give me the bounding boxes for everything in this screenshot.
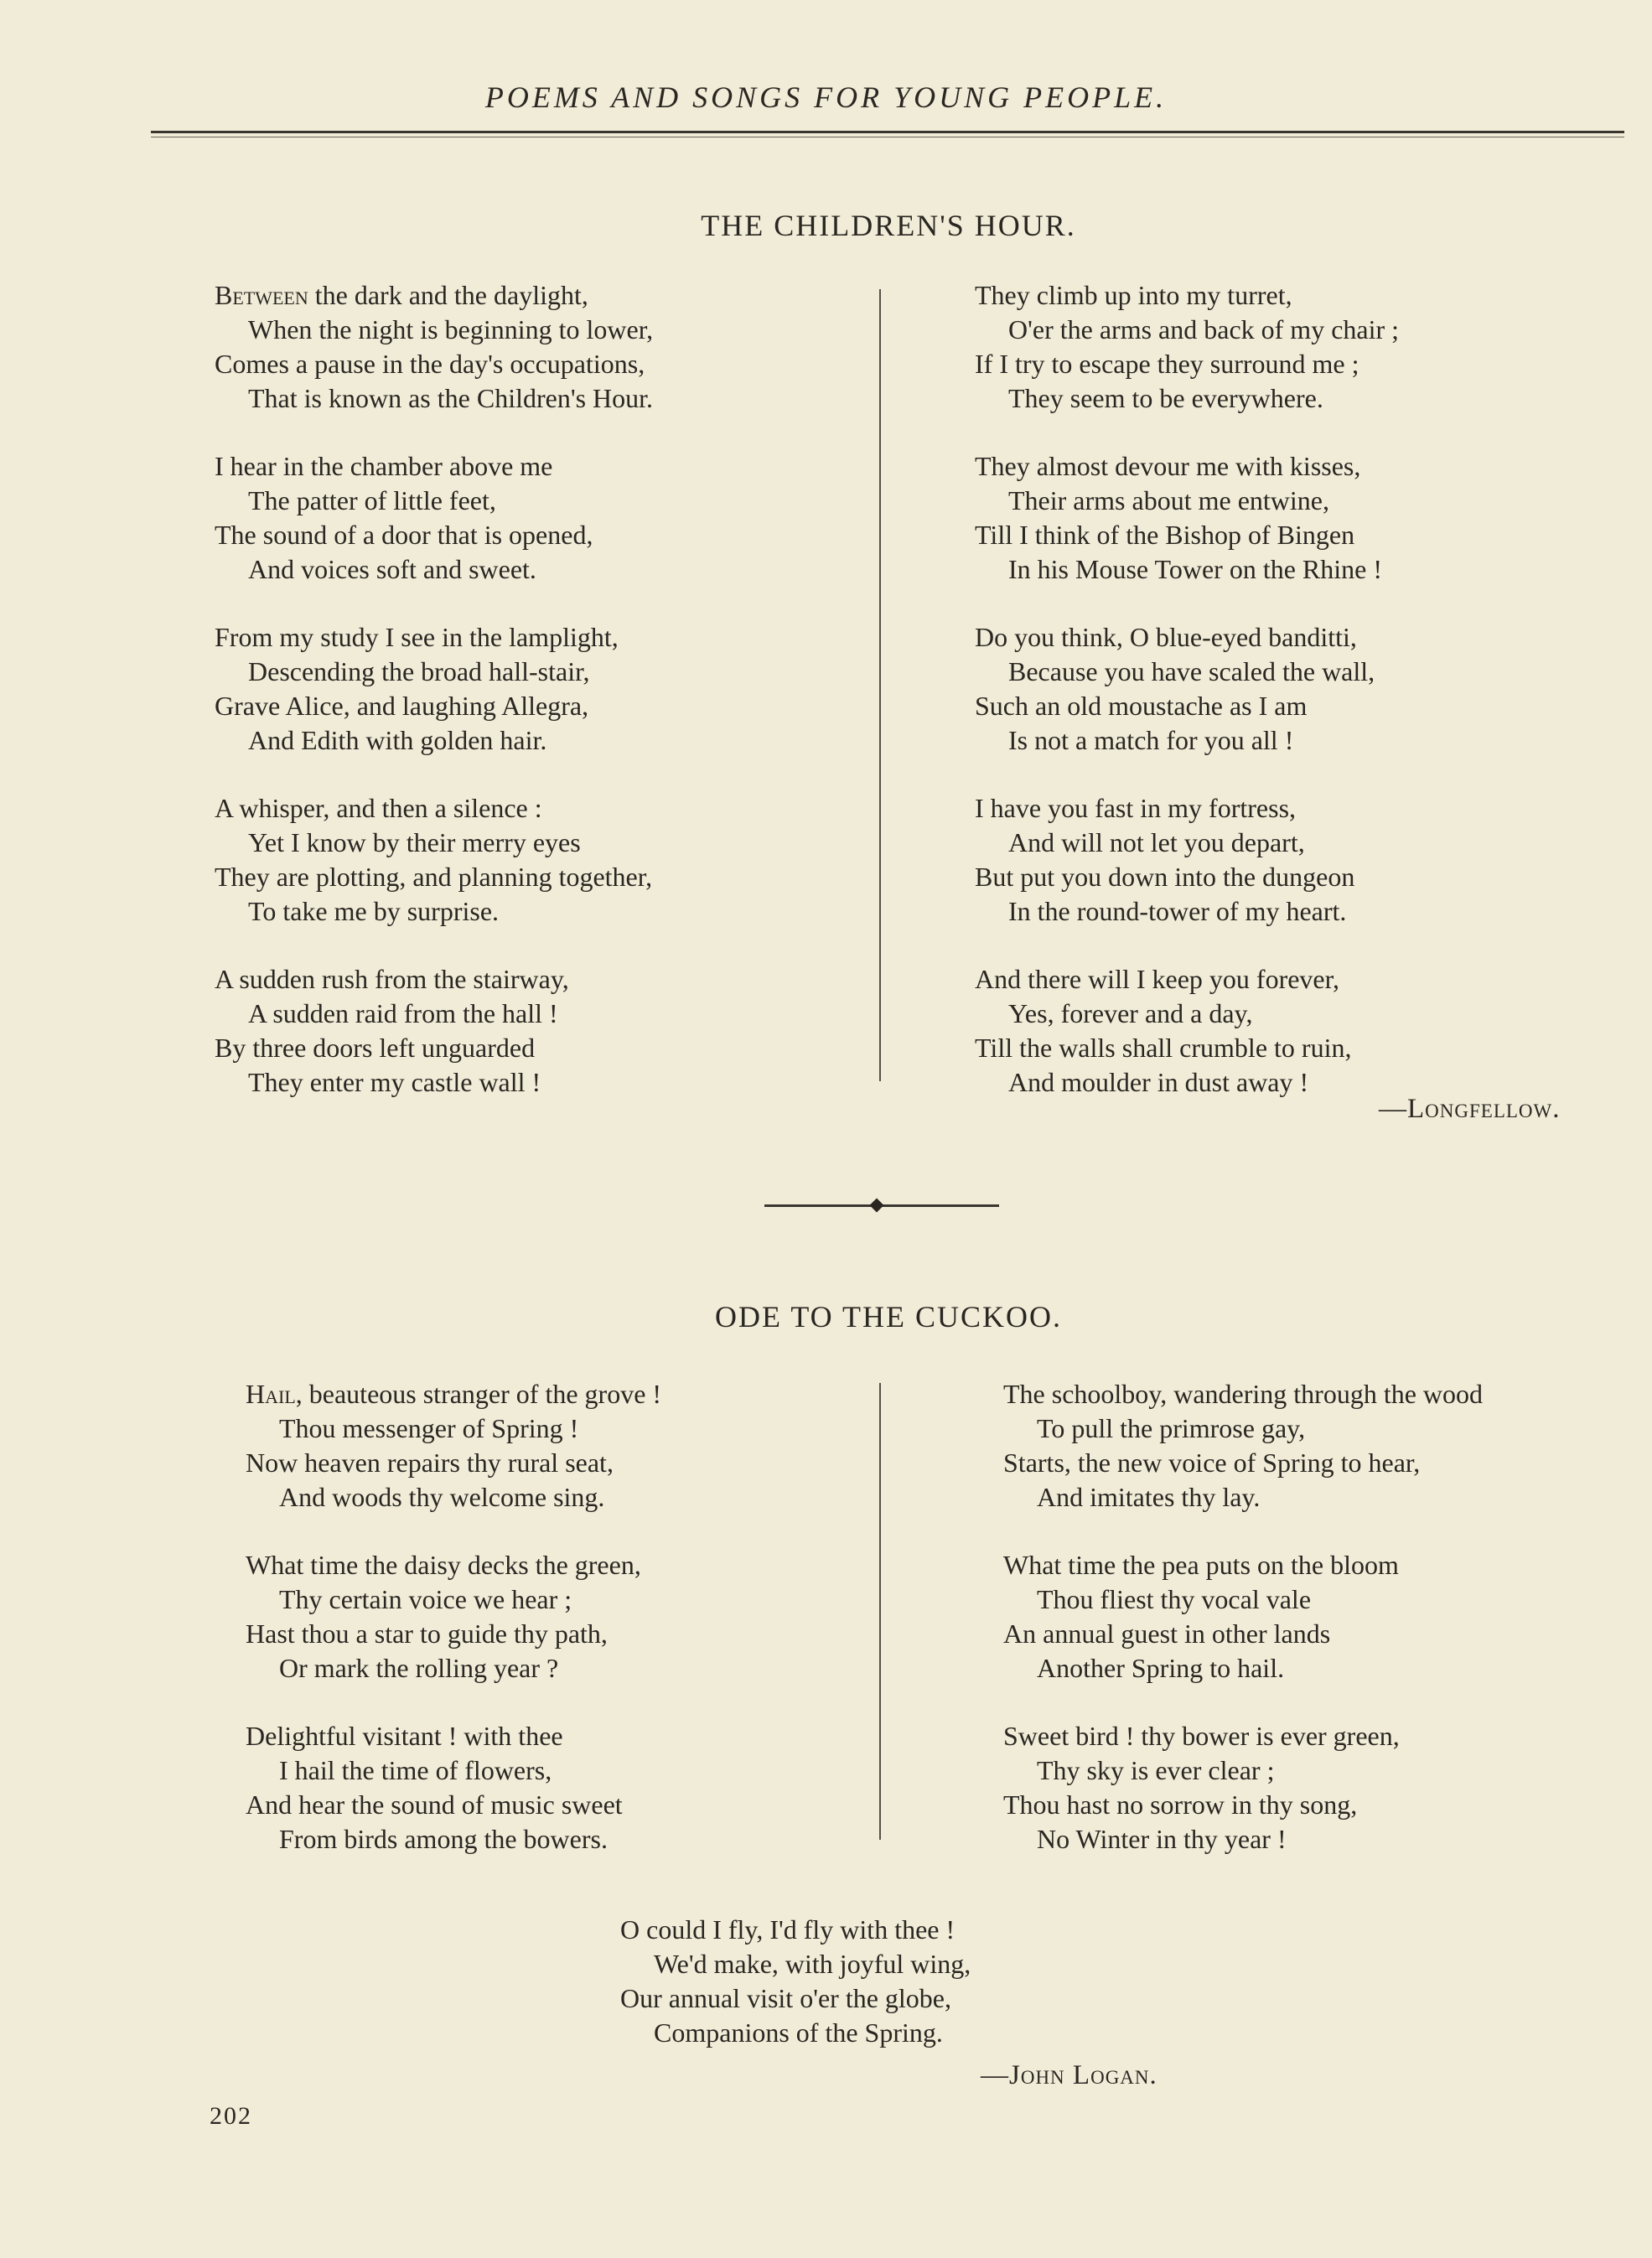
verse-line: [246, 1377, 661, 1411]
verse-line: And Edith with golden hair.: [248, 725, 547, 755]
verse-line: Such an old moustache as I am: [975, 691, 1308, 721]
verse-line: Starts, the new voice of Spring to hear,: [1003, 1448, 1421, 1478]
verse-line: Till the walls shall crumble to ruin,: [975, 1033, 1352, 1063]
verse-line: I hail the time of flowers,: [279, 1755, 552, 1785]
stanza: [975, 278, 1399, 416]
verse-line: When the night is beginning to lower,: [248, 314, 654, 344]
header-rule: [151, 131, 1624, 133]
verse-line: They are plotting, and planning together,: [215, 862, 653, 892]
verse-line: A whisper, and then a silence :: [215, 793, 542, 823]
verse-line: From birds among the bowers.: [279, 1824, 608, 1854]
column-divider: [879, 1383, 881, 1840]
verse-line: To pull the primrose gay,: [1037, 1413, 1306, 1443]
verse-line: And there will I keep you forever,: [975, 964, 1339, 994]
verse-line: By three doors left unguarded: [215, 1033, 536, 1063]
stanza: [246, 1719, 661, 1857]
verse-line: And will not let you depart,: [1008, 827, 1305, 857]
verse-line: The patter of little feet,: [248, 485, 496, 515]
verse-line: Thou hast no sorrow in thy song,: [1003, 1789, 1358, 1820]
verse-line: The sound of a door that is opened,: [215, 520, 593, 550]
verse-line: But put you down into the dungeon: [975, 862, 1355, 892]
verse-line: Till I think of the Bishop of Bingen: [975, 520, 1355, 550]
verse-line: Thou messenger of Spring !: [279, 1413, 579, 1443]
verse-line: That is known as the Children's Hour.: [248, 383, 654, 413]
verse-line: They seem to be everywhere.: [1008, 383, 1323, 413]
stanza: [215, 791, 653, 929]
stanza: [215, 620, 653, 758]
poem1-left-column: [215, 278, 653, 1133]
verse-line: O could I fly, I'd fly with thee !: [620, 1914, 955, 1945]
verse-line: What time the pea puts on the bloom: [1003, 1550, 1399, 1580]
verse-line: From my study I see in the lamplight,: [215, 622, 619, 652]
verse-line: What time the daisy decks the green,: [246, 1550, 641, 1580]
poem2-closing-stanza: [620, 1913, 971, 2084]
verse-line: Delightful visitant ! with thee: [246, 1721, 563, 1751]
stanza: [975, 449, 1399, 587]
poem-title-childrens-hour: THE CHILDREN'S HOUR.: [701, 209, 1076, 242]
verse-line: [215, 278, 653, 313]
verse-line: Thy sky is ever clear ;: [1037, 1755, 1275, 1785]
stanza: [975, 620, 1399, 758]
verse-line: They climb up into my turret,: [975, 280, 1292, 310]
small-caps-opening-word: Between: [215, 280, 308, 310]
verse-line: And imitates thy lay.: [1037, 1482, 1261, 1512]
verse-line: Now heaven repairs thy rural seat,: [246, 1448, 614, 1478]
stanza: [1003, 1548, 1483, 1686]
verse-line: Sweet bird ! thy bower is ever green,: [1003, 1721, 1400, 1751]
verse-line: We'd make, with joyful wing,: [654, 1949, 971, 1979]
poem2-left-column: [246, 1377, 661, 1890]
verse-line: O'er the arms and back of my chair ;: [1008, 314, 1400, 344]
stanza: [975, 791, 1399, 929]
verse-line: Thy certain voice we hear ;: [279, 1584, 572, 1614]
verse-line: The schoolboy, wandering through the wood: [1003, 1379, 1484, 1409]
poem1-attribution: —Longfellow.: [1379, 1094, 1561, 1124]
small-caps-opening-word: Hail,: [246, 1379, 303, 1409]
stanza: [1003, 1719, 1483, 1857]
verse-line: In the round-tower of my heart.: [1008, 896, 1347, 926]
verse-line: Grave Alice, and laughing Allegra,: [215, 691, 589, 721]
verse-line: Our annual visit o'er the globe,: [620, 1983, 951, 2013]
verse-line: A sudden raid from the hall !: [248, 998, 558, 1028]
verse-line: Yes, forever and a day,: [1008, 998, 1253, 1028]
stanza: [246, 1548, 661, 1686]
verse-line: To take me by surprise.: [248, 896, 500, 926]
verse-line: And woods thy welcome sing.: [279, 1482, 605, 1512]
verse-line: Because you have scaled the wall,: [1008, 656, 1375, 686]
verse-line: No Winter in thy year !: [1037, 1824, 1287, 1854]
verse-line: In his Mouse Tower on the Rhine !: [1008, 554, 1382, 584]
verse-line: And voices soft and sweet.: [248, 554, 536, 584]
running-header: POEMS AND SONGS FOR YOUNG PEOPLE.: [484, 80, 1168, 114]
verse-line: Is not a match for you all !: [1008, 725, 1294, 755]
poem2-attribution: —John Logan.: [981, 2060, 1157, 2090]
page-number: 202: [210, 2102, 252, 2130]
verse-line: Their arms about me entwine,: [1008, 485, 1329, 515]
verse-line: Do you think, O blue-eyed banditti,: [975, 622, 1357, 652]
verse-line: A sudden rush from the stairway,: [215, 964, 569, 994]
column-divider: [879, 289, 881, 1081]
stanza: [246, 1377, 661, 1515]
verse-line: Descending the broad hall-stair,: [248, 656, 590, 686]
stanza: [975, 962, 1399, 1100]
verse-line-text: beauteous stranger of the grove !: [302, 1379, 662, 1409]
verse-line-text: the dark and the daylight,: [308, 280, 588, 310]
verse-line: I hear in the chamber above me: [215, 451, 553, 481]
verse-line: And hear the sound of music sweet: [246, 1789, 623, 1820]
verse-line: Hast thou a star to guide thy path,: [246, 1618, 608, 1649]
verse-line: They almost devour me with kisses,: [975, 451, 1361, 481]
verse-line: Another Spring to hail.: [1037, 1653, 1285, 1683]
stanza: [215, 278, 653, 416]
verse-line: And moulder in dust away !: [1008, 1067, 1309, 1097]
poem2-right-column: [1003, 1377, 1483, 1890]
poem-title-ode-to-the-cuckoo: ODE TO THE CUCKOO.: [714, 1300, 1063, 1334]
verse-line: They enter my castle wall !: [248, 1067, 541, 1097]
stanza: [215, 962, 653, 1100]
stanza: [620, 1913, 971, 2050]
verse-line: I have you fast in my fortress,: [975, 793, 1297, 823]
verse-line: Companions of the Spring.: [654, 2017, 943, 2048]
verse-line: If I try to escape they surround me ;: [975, 349, 1359, 379]
verse-line: An annual guest in other lands: [1003, 1618, 1331, 1649]
verse-line: Or mark the rolling year ?: [279, 1653, 559, 1683]
verse-line: Thou fliest thy vocal vale: [1037, 1584, 1312, 1614]
poem1-right-column: [975, 278, 1399, 1133]
verse-line: Comes a pause in the day's occupations,: [215, 349, 645, 379]
stanza: [215, 449, 653, 587]
verse-line: Yet I know by their merry eyes: [248, 827, 581, 857]
stanza: [1003, 1377, 1483, 1515]
